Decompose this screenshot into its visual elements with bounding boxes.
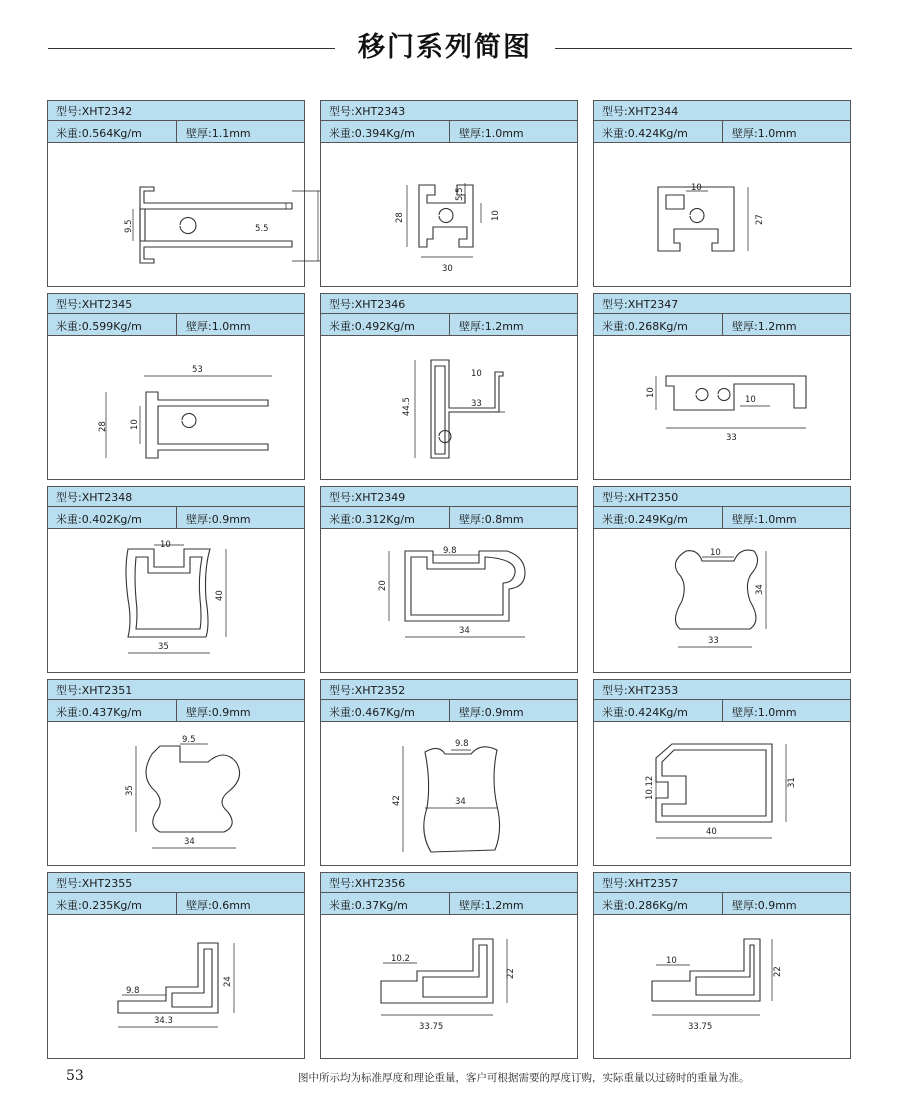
weight-label: 米重:0.235Kg/m [56,899,142,912]
weight-label: 米重:0.402Kg/m [56,513,142,526]
model-label: 型号:XHT2344 [602,105,679,118]
dim-label: 5.5 [455,187,465,201]
profile-drawing [594,529,850,672]
title-rule-left [48,48,335,49]
dim-label: 10 [471,369,482,379]
page-number: 53 [66,1068,84,1084]
profile-card-xht2342 [47,100,305,287]
thickness-label: 壁厚:1.1mm [186,127,251,140]
footnote: 图中所示均为标准厚度和理论重量，客户可根据需要的厚度订购，实际重量以过磅时的重量为准。 [298,1072,750,1084]
thickness-label: 壁厚:1.0mm [732,513,797,526]
dim-label: 53 [192,365,203,375]
dim-label: 10 [710,548,721,558]
dim-label: 34 [455,797,466,807]
dim-label: 33 [471,399,482,409]
dim-label: 28 [395,212,405,223]
dim-label: 10 [160,540,171,550]
thickness-label: 壁厚:1.2mm [732,320,797,333]
thickness-label: 壁厚:1.0mm [186,320,251,333]
weight-label: 米重:0.312Kg/m [329,513,415,526]
thickness-label: 壁厚:1.0mm [459,127,524,140]
dim-label: 33.75 [688,1022,713,1032]
model-label: 型号:XHT2348 [56,491,133,504]
model-label: 型号:XHT2350 [602,491,679,504]
profile-drawing [594,143,850,286]
weight-label: 米重:0.492Kg/m [329,320,415,333]
thickness-label: 壁厚:1.0mm [732,706,797,719]
model-label: 型号:XHT2351 [56,684,133,697]
dim-label: 10.2 [391,954,410,964]
profile-card-xht2348 [47,486,305,673]
profile-drawing [321,722,577,865]
dim-label: 9.8 [126,986,140,996]
dim-label: 9.5 [124,219,134,233]
thickness-label: 壁厚:0.9mm [186,706,251,719]
model-label: 型号:XHT2355 [56,877,133,890]
dim-label: 44.5 [402,397,412,416]
weight-label: 米重:0.37Kg/m [329,899,408,912]
profile-drawing [48,722,304,865]
profile-drawing [594,915,850,1058]
dim-label: 10.12 [645,775,655,800]
weight-label: 米重:0.394Kg/m [329,127,415,140]
profile-card-xht2353 [593,679,851,866]
profile-card-xht2355 [47,872,305,1059]
thickness-label: 壁厚:1.2mm [459,899,524,912]
dim-label: 9.5 [182,735,196,745]
profile-card-xht2350 [593,486,851,673]
profile-drawing [321,143,577,286]
dim-label: 40 [215,590,225,601]
weight-label: 米重:0.424Kg/m [602,127,688,140]
thickness-label: 壁厚:0.8mm [459,513,524,526]
dim-label: 40 [706,827,717,837]
dim-label: 34 [755,584,765,595]
weight-label: 米重:0.268Kg/m [602,320,688,333]
dim-label: 22 [773,966,783,977]
dim-label: 10 [666,956,677,966]
dim-label: 31 [787,777,797,788]
dim-label: 10 [691,183,702,193]
dim-label: 30 [442,264,453,274]
page-header [0,28,900,68]
thickness-label: 壁厚:0.9mm [459,706,524,719]
profile-drawing [321,915,577,1058]
thickness-label: 壁厚:1.0mm [732,127,797,140]
profile-card-xht2357 [593,872,851,1059]
model-label: 型号:XHT2353 [602,684,679,697]
model-label: 型号:XHT2346 [329,298,406,311]
weight-label: 米重:0.437Kg/m [56,706,142,719]
dim-label: 28 [98,421,108,432]
profile-drawing [321,336,577,479]
dim-label: 34 [459,626,470,636]
model-label: 型号:XHT2349 [329,491,406,504]
dim-label: 10 [646,387,656,398]
thickness-label: 壁厚:0.9mm [186,513,251,526]
profile-drawing [48,143,304,286]
profile-card-xht2356 [320,872,578,1059]
dim-label: 10 [745,395,756,405]
profile-card-xht2349 [320,486,578,673]
weight-label: 米重:0.467Kg/m [329,706,415,719]
dim-label: 22 [506,968,516,979]
dim-label: 34.3 [154,1016,173,1026]
profile-drawing [48,915,304,1058]
profile-drawing [594,336,850,479]
weight-label: 米重:0.564Kg/m [56,127,142,140]
dim-label: 35 [125,785,135,796]
dim-label: 42 [392,795,402,806]
dim-label: 33 [726,433,737,443]
model-label: 型号:XHT2356 [329,877,406,890]
profile-card-xht2344 [593,100,851,287]
dim-label: 20 [378,580,388,591]
profile-drawing [321,529,577,672]
model-label: 型号:XHT2347 [602,298,679,311]
profile-card-xht2343 [320,100,578,287]
dim-label: 34 [184,837,195,847]
model-label: 型号:XHT2357 [602,877,679,890]
model-label: 型号:XHT2342 [56,105,133,118]
profile-card-xht2351 [47,679,305,866]
dim-label: 27 [755,214,765,225]
dim-label: 24 [223,976,233,987]
profile-drawing [594,722,850,865]
thickness-label: 壁厚:1.2mm [459,320,524,333]
profile-drawing [48,529,304,672]
dim-label: 10 [130,419,140,430]
dim-label: 10 [491,210,501,221]
model-label: 型号:XHT2352 [329,684,406,697]
dim-label: 9.8 [455,739,469,749]
title-rule-right [555,48,852,49]
profile-card-xht2346 [320,293,578,480]
profile-drawing [48,336,304,479]
weight-label: 米重:0.249Kg/m [602,513,688,526]
dim-label: 33 [708,636,719,646]
profile-card-xht2347 [593,293,851,480]
thickness-label: 壁厚:0.6mm [186,899,251,912]
profile-card-xht2352 [320,679,578,866]
weight-label: 米重:0.599Kg/m [56,320,142,333]
model-label: 型号:XHT2343 [329,105,406,118]
dim-label: 35 [158,642,169,652]
thickness-label: 壁厚:0.9mm [732,899,797,912]
weight-label: 米重:0.286Kg/m [602,899,688,912]
page-title: 移门系列简图 [358,32,532,63]
model-label: 型号:XHT2345 [56,298,133,311]
dim-label: 5.5 [255,224,269,234]
dim-label: 33.75 [419,1022,444,1032]
dim-label: 9.8 [443,546,457,556]
weight-label: 米重:0.424Kg/m [602,706,688,719]
profile-card-xht2345 [47,293,305,480]
